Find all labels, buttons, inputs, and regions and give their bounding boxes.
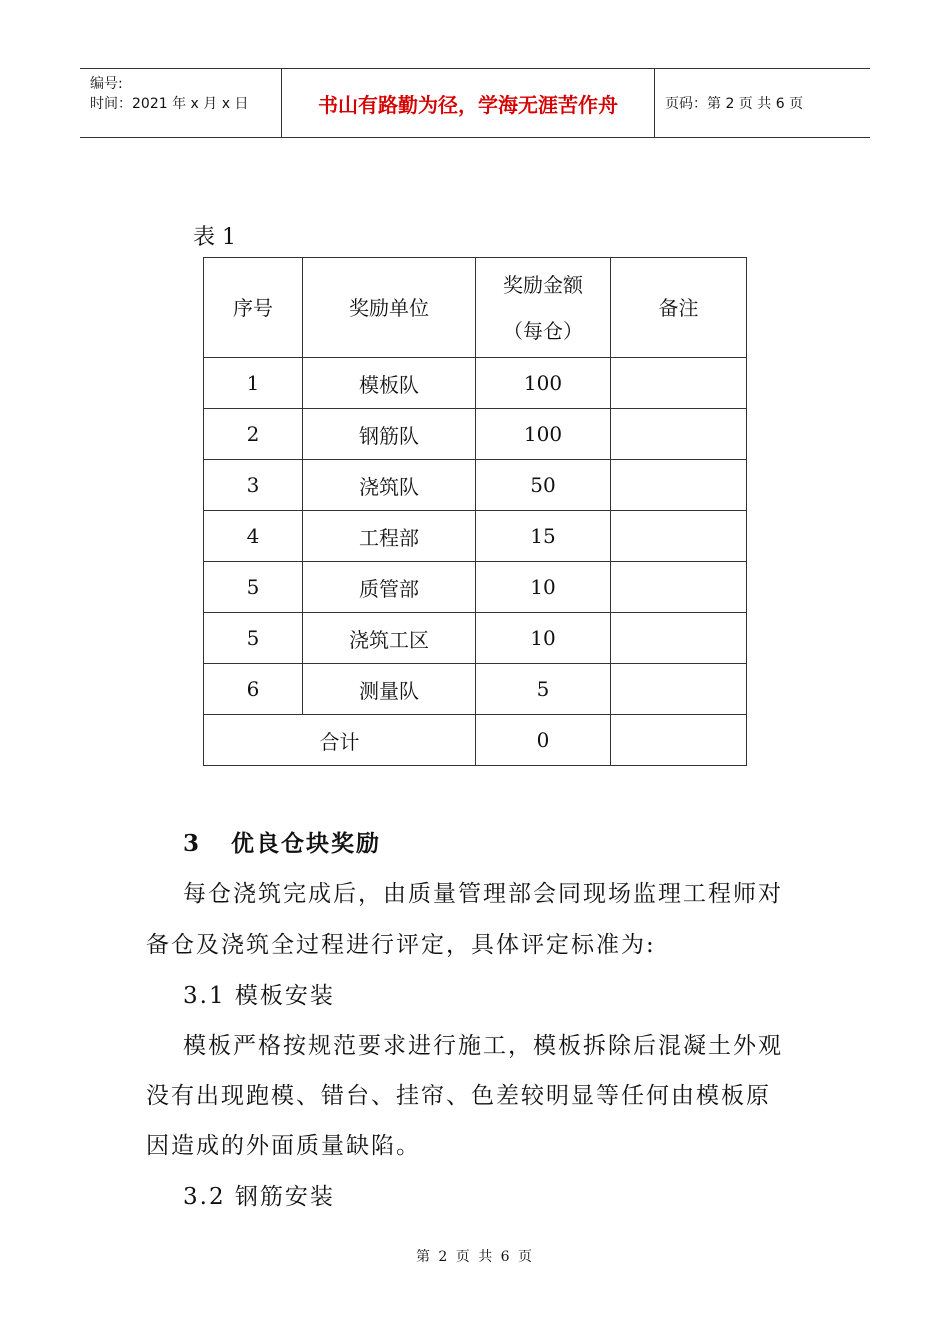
cell-amount: 10 [476,613,611,664]
table-total-row [204,715,747,766]
subsection-3-2-title: 3.2 钢筋安装 [183,1184,335,1210]
header-motto-cell [282,69,655,137]
table-row [204,460,747,511]
header-remark: 备注 [611,258,747,358]
paragraph-line: 因造成的外面质量缺陷。 [146,1133,421,1159]
cell-unit: 浇筑工区 [303,613,476,664]
cell-unit: 浇筑队 [303,460,476,511]
table-row [204,664,747,715]
header-amount-line2: （每仓） [503,318,583,343]
cell-seq: 5 [204,562,303,613]
section-3-number: 3 [183,830,202,857]
document-date: 时间：2021 年 x 月 x 日 [90,96,249,112]
cell-remark [611,664,747,715]
total-label: 合计 [204,715,476,766]
table-caption: 表 1 [193,225,236,250]
paragraph-line: 每仓浇筑完成后，由质量管理部会同现场监理工程师对 [183,881,783,907]
document-number-label: 编号: [90,76,123,92]
table-row [204,358,747,409]
cell-seq: 1 [204,358,303,409]
paragraph-line: 备仓及浇筑全过程进行评定，具体评定标准为: [146,932,656,958]
total-remark [611,715,747,766]
table-row [204,409,747,460]
table-header-row [204,258,747,358]
header-motto: 书山有路勤为径，学海无涯苦作舟 [318,92,618,117]
header-meta [80,69,282,137]
cell-remark [611,409,747,460]
header-unit: 奖励单位 [303,258,476,358]
table-row [204,511,747,562]
header-amount [476,258,611,358]
header-page-cell [655,69,870,137]
cell-seq: 6 [204,664,303,715]
cell-unit: 测量队 [303,664,476,715]
cell-unit: 模板队 [303,358,476,409]
header-seq: 序号 [204,258,303,358]
cell-unit: 工程部 [303,511,476,562]
cell-remark [611,358,747,409]
cell-seq: 4 [204,511,303,562]
table-row [204,613,747,664]
header-page-number: 页码：第 2 页 共 6 页 [665,96,804,112]
reward-table [203,257,747,766]
cell-seq: 2 [204,409,303,460]
page-header [80,68,870,138]
cell-remark [611,562,747,613]
cell-unit: 质管部 [303,562,476,613]
cell-remark [611,613,747,664]
paragraph-line: 模板严格按规范要求进行施工，模板拆除后混凝土外观 [183,1033,783,1059]
section-3-title: 优良仓块奖励 [231,830,381,857]
table-row [204,562,747,613]
cell-amount: 100 [476,358,611,409]
cell-amount: 10 [476,562,611,613]
cell-amount: 15 [476,511,611,562]
header-amount-line1: 奖励金额 [503,272,583,297]
cell-remark [611,511,747,562]
cell-remark [611,460,747,511]
total-amount: 0 [476,715,611,766]
cell-amount: 100 [476,409,611,460]
cell-amount: 5 [476,664,611,715]
cell-amount: 50 [476,460,611,511]
subsection-3-1-title: 3.1 模板安装 [183,983,335,1009]
cell-seq: 3 [204,460,303,511]
paragraph-line: 没有出现跑模、错台、挂帘、色差较明显等任何由模板原 [146,1083,771,1109]
cell-seq: 5 [204,613,303,664]
cell-unit: 钢筋队 [303,409,476,460]
section-3-heading [183,825,381,858]
page-footer: 第 2 页 共 6 页 [415,1249,535,1265]
